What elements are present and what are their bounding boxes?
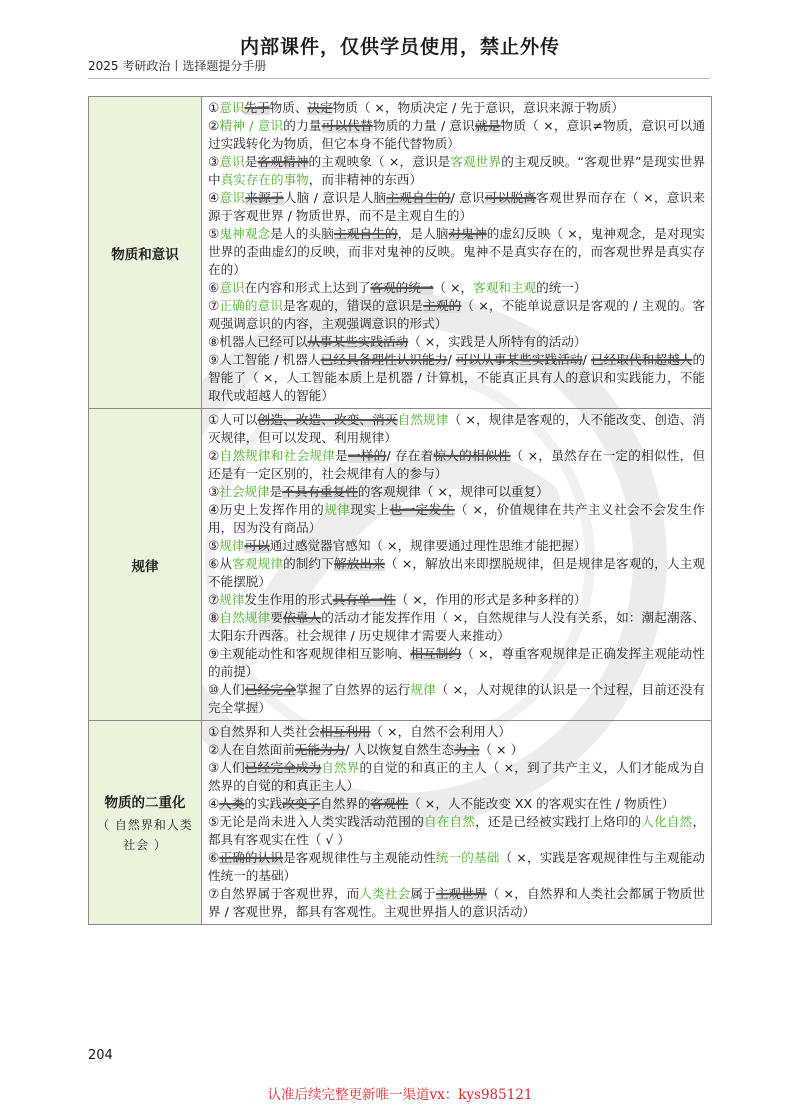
item-text: 是人的头脑 [270,226,334,241]
item-text: 的客观规律（ ×，规律可以重复） [357,484,549,499]
item-text: ⑤ [208,226,220,241]
list-item [208,759,705,795]
section-row [89,409,712,721]
item-text: 的智能了（ ×，人工智能本质上是机器 / 计算机，不能真正具有人的意识和实践能力，不能取代或超越人的智能） [208,352,706,403]
highlight-term: 社会规律 [219,484,270,499]
highlight-term: 真实存在的事物 [220,172,309,187]
list-item [208,153,705,189]
section-category [89,409,202,721]
item-text: ⑦ [208,298,220,313]
item-text: ⑦ [208,592,220,607]
item-text: 的统一） [536,280,587,295]
struck-text: 主观世界 [435,886,487,901]
highlight-term: 规律 [219,592,245,607]
item-text: ③ [208,154,220,169]
list-item [208,591,705,609]
list-item [208,741,705,759]
item-text: 人脑 / 意识是人脑 [283,190,387,205]
list-item [208,645,705,681]
struck-text: 已经完全成为 [244,760,322,775]
struck-text: 从事某些实践活动 [307,334,409,349]
category-sublabel: （ 自然界和人类社会 ） [97,817,193,852]
item-text: ④历史上发挥作用的 [208,502,325,517]
section-category [89,97,202,409]
highlight-term: 客观世界 [450,154,502,169]
item-text: 在内容和形式上达到了 [244,280,371,295]
item-text: ⑨主观能动性和客观规律相互影响、 [208,646,411,661]
item-text: ①人可以 [208,412,258,427]
struck-text: 主观自生的 [333,226,398,241]
item-text: ③ [208,484,220,499]
content-table [88,96,712,925]
struck-text: 可以代替 [321,118,373,133]
item-text: 发生作用的形式 [244,592,333,607]
list-item [208,555,705,591]
struck-text: 主观的 [423,298,462,313]
item-text: 是客观规律性与主观能动性 [283,850,436,865]
item-text: 的虚幻反映（ ×，鬼神观念，是对现实世界的歪曲虚幻的反映，而非对鬼神的反映。鬼神不是真实存在的，而客观世界是真实存在的） [208,226,706,277]
list-item [208,333,705,351]
highlight-term: 统一的基础 [435,850,500,865]
highlight-term: 精神 / 意识 [219,118,284,133]
item-text: 的活动才能发挥作用（ ×，自然规律与人没有关系，如：潮起潮落、太阳东升西落。社会规律 / 历史规律才需要人来推动） [208,610,706,643]
struck-text: 来源于 [245,190,284,205]
item-text: （ ×，自然不会利用人） [370,724,511,739]
item-text: 的主观映象（ ×，意识是 [308,154,451,169]
struck-text: 决定 [307,100,333,115]
item-text: ⑥ [208,850,220,865]
item-text: 是 [244,154,258,169]
item-text: / [582,352,591,367]
struck-text: 主观自生的 [386,190,451,205]
item-text: ⑨人工智能 / 机器人 [208,352,321,367]
item-text: 是 [269,484,283,499]
list-item [208,297,705,333]
item-text: 的力量 [283,118,322,133]
section-items [202,409,712,721]
item-text: / 意识 [450,190,485,205]
struck-text: 相互利用 [320,724,371,739]
struck-text: 客观性 [370,796,409,811]
highlight-term: 客观和主观 [473,280,537,295]
item-text: 属于 [410,886,436,901]
item-text: 掌握了自然界的运行 [295,682,411,697]
item-text: （ ×，解放出来即摆脱规律，但是规律是客观的，人主观不能摆脱） [208,556,705,589]
item-text: ① [208,100,220,115]
section-items [202,721,712,925]
list-item [208,279,705,297]
list-item [208,537,705,555]
struck-text: 对鬼神 [448,226,487,241]
list-item [208,501,705,537]
struck-text: 已经取代和超越人 [590,352,693,367]
struck-text: 创造、改造、改变、消灭 [257,412,398,427]
item-text: （ ×，人对规律的认识是一个过程，目前还没有完全掌握） [208,682,706,715]
item-text: ⑤ [208,538,220,553]
item-text: ，还是已经被实践打上烙印的 [475,814,642,829]
struck-text: 为主 [454,742,480,757]
item-text: （ ×，不能单说意识是客观的 / 主观的。客观强调意识的内容，主观强调意识的形式） [208,298,706,331]
struck-text: 人类 [219,796,245,811]
item-text: ④ [208,796,220,811]
item-text: （ ×，自然界和人类社会都属于物质世界 / 客观世界，都具有客观性。主观世界指人的意识活动） [208,886,705,919]
item-text: （ ×，规律是客观的，人不能改变、创造、消灭规律，但可以发现、利用规律） [208,412,706,445]
page-header-title: 内部课件，仅供学员使用，禁止外传 [239,36,560,58]
item-text: （ ×，人不能改变 XX 的客观实在性 / 物质性） [408,796,675,811]
list-item [208,411,705,447]
item-text: / 人以恢复自然生态 [345,742,455,757]
struck-text: 正确的认识 [219,850,284,865]
item-text: ⑤无论是尚未进入人类实践活动范围的 [208,814,424,829]
list-item [208,189,705,225]
item-text: （ ×，尊重客观规律是正确发挥主观能动性的前提） [208,646,705,679]
highlight-term: 意识 [219,154,245,169]
item-text: ③人们 [208,760,245,775]
item-text: ②人在自然面前 [208,742,295,757]
struck-text: 客观的统一 [370,280,434,295]
item-text: 物质（ ×，意识≠物质，意识可以通过实践转化为物质，但它本身不能代替物质） [208,118,706,151]
page-number: 204 [88,1048,113,1063]
list-item [208,117,705,153]
list-item [208,483,705,501]
item-text: 的自觉的和真正的主人（ ×，到了共产主义，人们才能成为自然界的自觉的和真正主人） [208,760,706,793]
list-item [208,813,705,849]
highlight-term: 规律 [410,682,436,697]
highlight-term: 自然界 [321,760,360,775]
item-text: ⑦自然界属于客观世界，而 [208,886,360,901]
highlight-term: 自然规律 [397,412,449,427]
page-header-subtitle: 2025 考研政治丨选择题提分手册 [88,59,267,73]
highlight-term: 人化自然 [641,814,693,829]
struck-text: 一样的 [347,448,387,463]
list-item [208,849,705,885]
item-text: （ ×，实践是客观规律性与主观能动性统一的基础） [208,850,706,883]
item-text: 是 [335,448,348,463]
list-item [208,681,705,717]
struck-text: 惊人的相似性 [433,448,511,463]
highlight-term: 正确的意识 [219,298,284,313]
struck-text: 也一定发生 [389,502,455,517]
item-text: 自然界的 [320,796,371,811]
struck-text: 客观精神 [257,154,309,169]
item-text: 是客观的，错误的意识是 [283,298,424,313]
item-text: ⑥ [208,280,220,295]
section-row [89,97,712,409]
section-row [89,721,712,925]
section-items [202,97,712,409]
item-text: ② [208,448,220,463]
struck-text: 具有单一性 [332,592,396,607]
highlight-term: 意识 [219,190,246,205]
highlight-term: 意识 [219,280,245,295]
item-text: （ ×， [433,280,474,295]
list-item [208,885,705,921]
item-text: 物质的力量 / 意识 [372,118,475,133]
list-item [208,795,705,813]
item-text: / [447,352,456,367]
category-label: 规律 [131,558,159,575]
struck-text: 已经完全 [244,682,296,697]
highlight-term: 自然规律 [219,610,271,625]
item-text: ⑥从 [208,556,233,571]
item-text: 物质、 [269,100,308,115]
item-text: 通过感觉器官感知（ ×，规律要通过理性思维才能把握） [269,538,587,553]
item-text: 物质（ ×，物质决定 / 先于意识，意识来源于物质） [332,100,624,115]
highlight-term: 自在自然 [423,814,476,829]
item-text: ①自然界和人类社会 [208,724,321,739]
item-text: ，而非精神的东西） [308,172,423,187]
list-item [208,609,705,645]
struck-text: 不具有重复性 [282,484,358,499]
item-text: ，是人脑 [397,226,449,241]
item-text: 的制约下 [283,556,334,571]
highlight-term: 客观规律 [232,556,284,571]
item-text: ② [208,118,220,133]
item-text: ⑧机器人已经可以 [208,334,308,349]
struck-text: 改变了 [282,796,321,811]
item-text: 客观世界而存在（ ×，意识来源于客观世界 / 物质世界，而不是主观自生的） [208,190,706,223]
footer-notice: 认准后续完整更新唯一渠道vx：kys985121 [267,1087,533,1103]
struck-text: 可以脱离 [484,190,537,205]
highlight-term: 规律 [219,538,245,553]
list-item [208,723,705,741]
highlight-term: 自然规律和社会规律 [219,448,336,463]
struck-text: 已经具备理性认识能力 [320,352,448,367]
list-item [208,225,705,279]
list-item [208,99,705,117]
list-item [208,447,705,483]
struck-text: 相互制约 [410,646,462,661]
highlight-term: 人类社会 [359,886,411,901]
item-text: （ ×，虽然存在一定的相似性，但还是有一定区别的，社会规律有人的参与） [208,448,706,481]
highlight-term: 规律 [324,502,351,517]
item-text: （ × ） [479,742,524,757]
struck-text: 先于 [244,100,270,115]
item-text: ⑩人们 [208,682,245,697]
header-divider [88,78,710,79]
highlight-term: 意识 [219,100,245,115]
item-text: ⑧ [208,610,220,625]
item-text: （ ×，作用的形式是多种多样的） [395,592,587,607]
item-text: / 存在着 [386,448,434,463]
item-text: 要 [270,610,284,625]
struck-text: 可以从事某些实践活动 [455,352,583,367]
category-label: 物质和意识 [111,246,179,263]
highlight-term: 鬼神观念 [219,226,271,241]
item-text: ④ [208,190,220,205]
item-text: 的实践 [244,796,283,811]
list-item [208,351,705,405]
item-text: （ ×，实践是人所特有的活动） [408,334,587,349]
struck-text: 依靠人 [283,610,322,625]
item-text: ，都具有客观实在性（ √ ） [208,814,706,847]
item-text: 现实上 [350,502,390,517]
struck-text: 就是 [474,118,501,133]
item-text: （ ×，价值规律在共产主义社会不会发生作用，因为没有商品） [208,502,706,535]
struck-text: 可以 [244,538,270,553]
struck-text: 解放出来 [333,556,385,571]
section-category [89,721,202,925]
item-text: 的主观反映。“客观世界”是现实世界中 [208,154,706,187]
struck-text: 无能为力 [294,742,346,757]
category-label: 物质的二重化 [104,794,186,811]
